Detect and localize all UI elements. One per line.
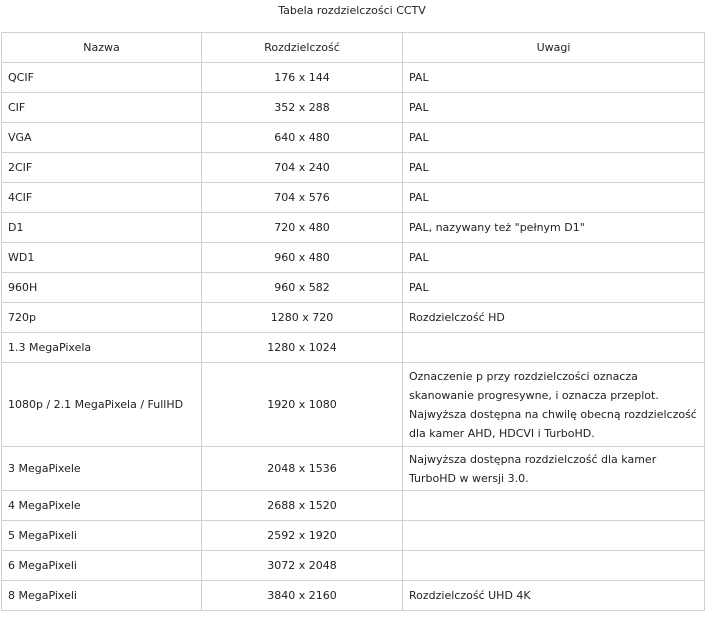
cell-notes — [403, 521, 705, 551]
cell-name: 4 MegaPixele — [2, 491, 202, 521]
cell-name: 1.3 MegaPixela — [2, 333, 202, 363]
cell-resolution: 704 x 576 — [202, 183, 403, 213]
table-row — [2, 491, 705, 521]
cell-notes: PAL — [403, 63, 705, 93]
header-notes: Uwagi — [403, 33, 705, 63]
cell-resolution: 2592 x 1920 — [202, 521, 403, 551]
cell-resolution: 3840 x 2160 — [202, 581, 403, 611]
table-row — [2, 93, 705, 123]
cell-name: D1 — [2, 213, 202, 243]
cell-resolution: 720 x 480 — [202, 213, 403, 243]
cell-name: 1080p / 2.1 MegaPixela / FullHD — [2, 363, 202, 447]
cell-name: 720p — [2, 303, 202, 333]
table-header-row — [2, 33, 705, 63]
table-row — [2, 303, 705, 333]
table-row — [2, 273, 705, 303]
table-row — [2, 153, 705, 183]
table-row — [2, 123, 705, 153]
cell-notes: PAL — [403, 243, 705, 273]
table-row — [2, 521, 705, 551]
header-name: Nazwa — [2, 33, 202, 63]
cell-resolution: 3072 x 2048 — [202, 551, 403, 581]
cell-name: VGA — [2, 123, 202, 153]
cell-name: 5 MegaPixeli — [2, 521, 202, 551]
cell-notes: Oznaczenie p przy rozdzielczości oznacza skanowanie progresywne, i oznacza przeplot. Najwyższa dostępna na chwilę obecną rozdzielczość dla kamer AHD, HDCVI i TurboHD. — [403, 363, 705, 447]
cell-resolution: 640 x 480 — [202, 123, 403, 153]
cell-notes: PAL — [403, 273, 705, 303]
table-row — [2, 183, 705, 213]
cell-resolution: 2048 x 1536 — [202, 447, 403, 491]
cell-resolution: 352 x 288 — [202, 93, 403, 123]
header-resolution: Rozdzielczość — [202, 33, 403, 63]
cell-notes — [403, 491, 705, 521]
cell-resolution: 1920 x 1080 — [202, 363, 403, 447]
table-row — [2, 581, 705, 611]
cell-notes — [403, 551, 705, 581]
cell-name: 4CIF — [2, 183, 202, 213]
cell-name: CIF — [2, 93, 202, 123]
cell-resolution: 2688 x 1520 — [202, 491, 403, 521]
cell-resolution: 1280 x 1024 — [202, 333, 403, 363]
table-row — [2, 363, 705, 447]
cell-notes: PAL — [403, 153, 705, 183]
table-row — [2, 551, 705, 581]
table-row — [2, 447, 705, 491]
cell-resolution: 704 x 240 — [202, 153, 403, 183]
table-row — [2, 243, 705, 273]
cell-name: 2CIF — [2, 153, 202, 183]
cell-notes — [403, 333, 705, 363]
cell-name: 3 MegaPixele — [2, 447, 202, 491]
cell-notes: PAL, nazywany też "pełnym D1" — [403, 213, 705, 243]
cell-resolution: 960 x 582 — [202, 273, 403, 303]
cell-notes: PAL — [403, 93, 705, 123]
cell-notes: Rozdzielczość UHD 4K — [403, 581, 705, 611]
cell-resolution: 960 x 480 — [202, 243, 403, 273]
cell-name: 8 MegaPixeli — [2, 581, 202, 611]
cell-notes: Najwyższa dostępna rozdzielczość dla kamer TurboHD w wersji 3.0. — [403, 447, 705, 491]
cell-notes: PAL — [403, 123, 705, 153]
cell-name: WD1 — [2, 243, 202, 273]
table-row — [2, 333, 705, 363]
cell-notes: Rozdzielczość HD — [403, 303, 705, 333]
cell-resolution: 176 x 144 — [202, 63, 403, 93]
cell-name: 960H — [2, 273, 202, 303]
cell-notes: PAL — [403, 183, 705, 213]
cell-resolution: 1280 x 720 — [202, 303, 403, 333]
cell-name: 6 MegaPixeli — [2, 551, 202, 581]
cell-name: QCIF — [2, 63, 202, 93]
table-row — [2, 63, 705, 93]
table-row — [2, 213, 705, 243]
resolution-table — [1, 32, 705, 611]
table-caption: Tabela rozdzielczości CCTV — [278, 4, 426, 17]
